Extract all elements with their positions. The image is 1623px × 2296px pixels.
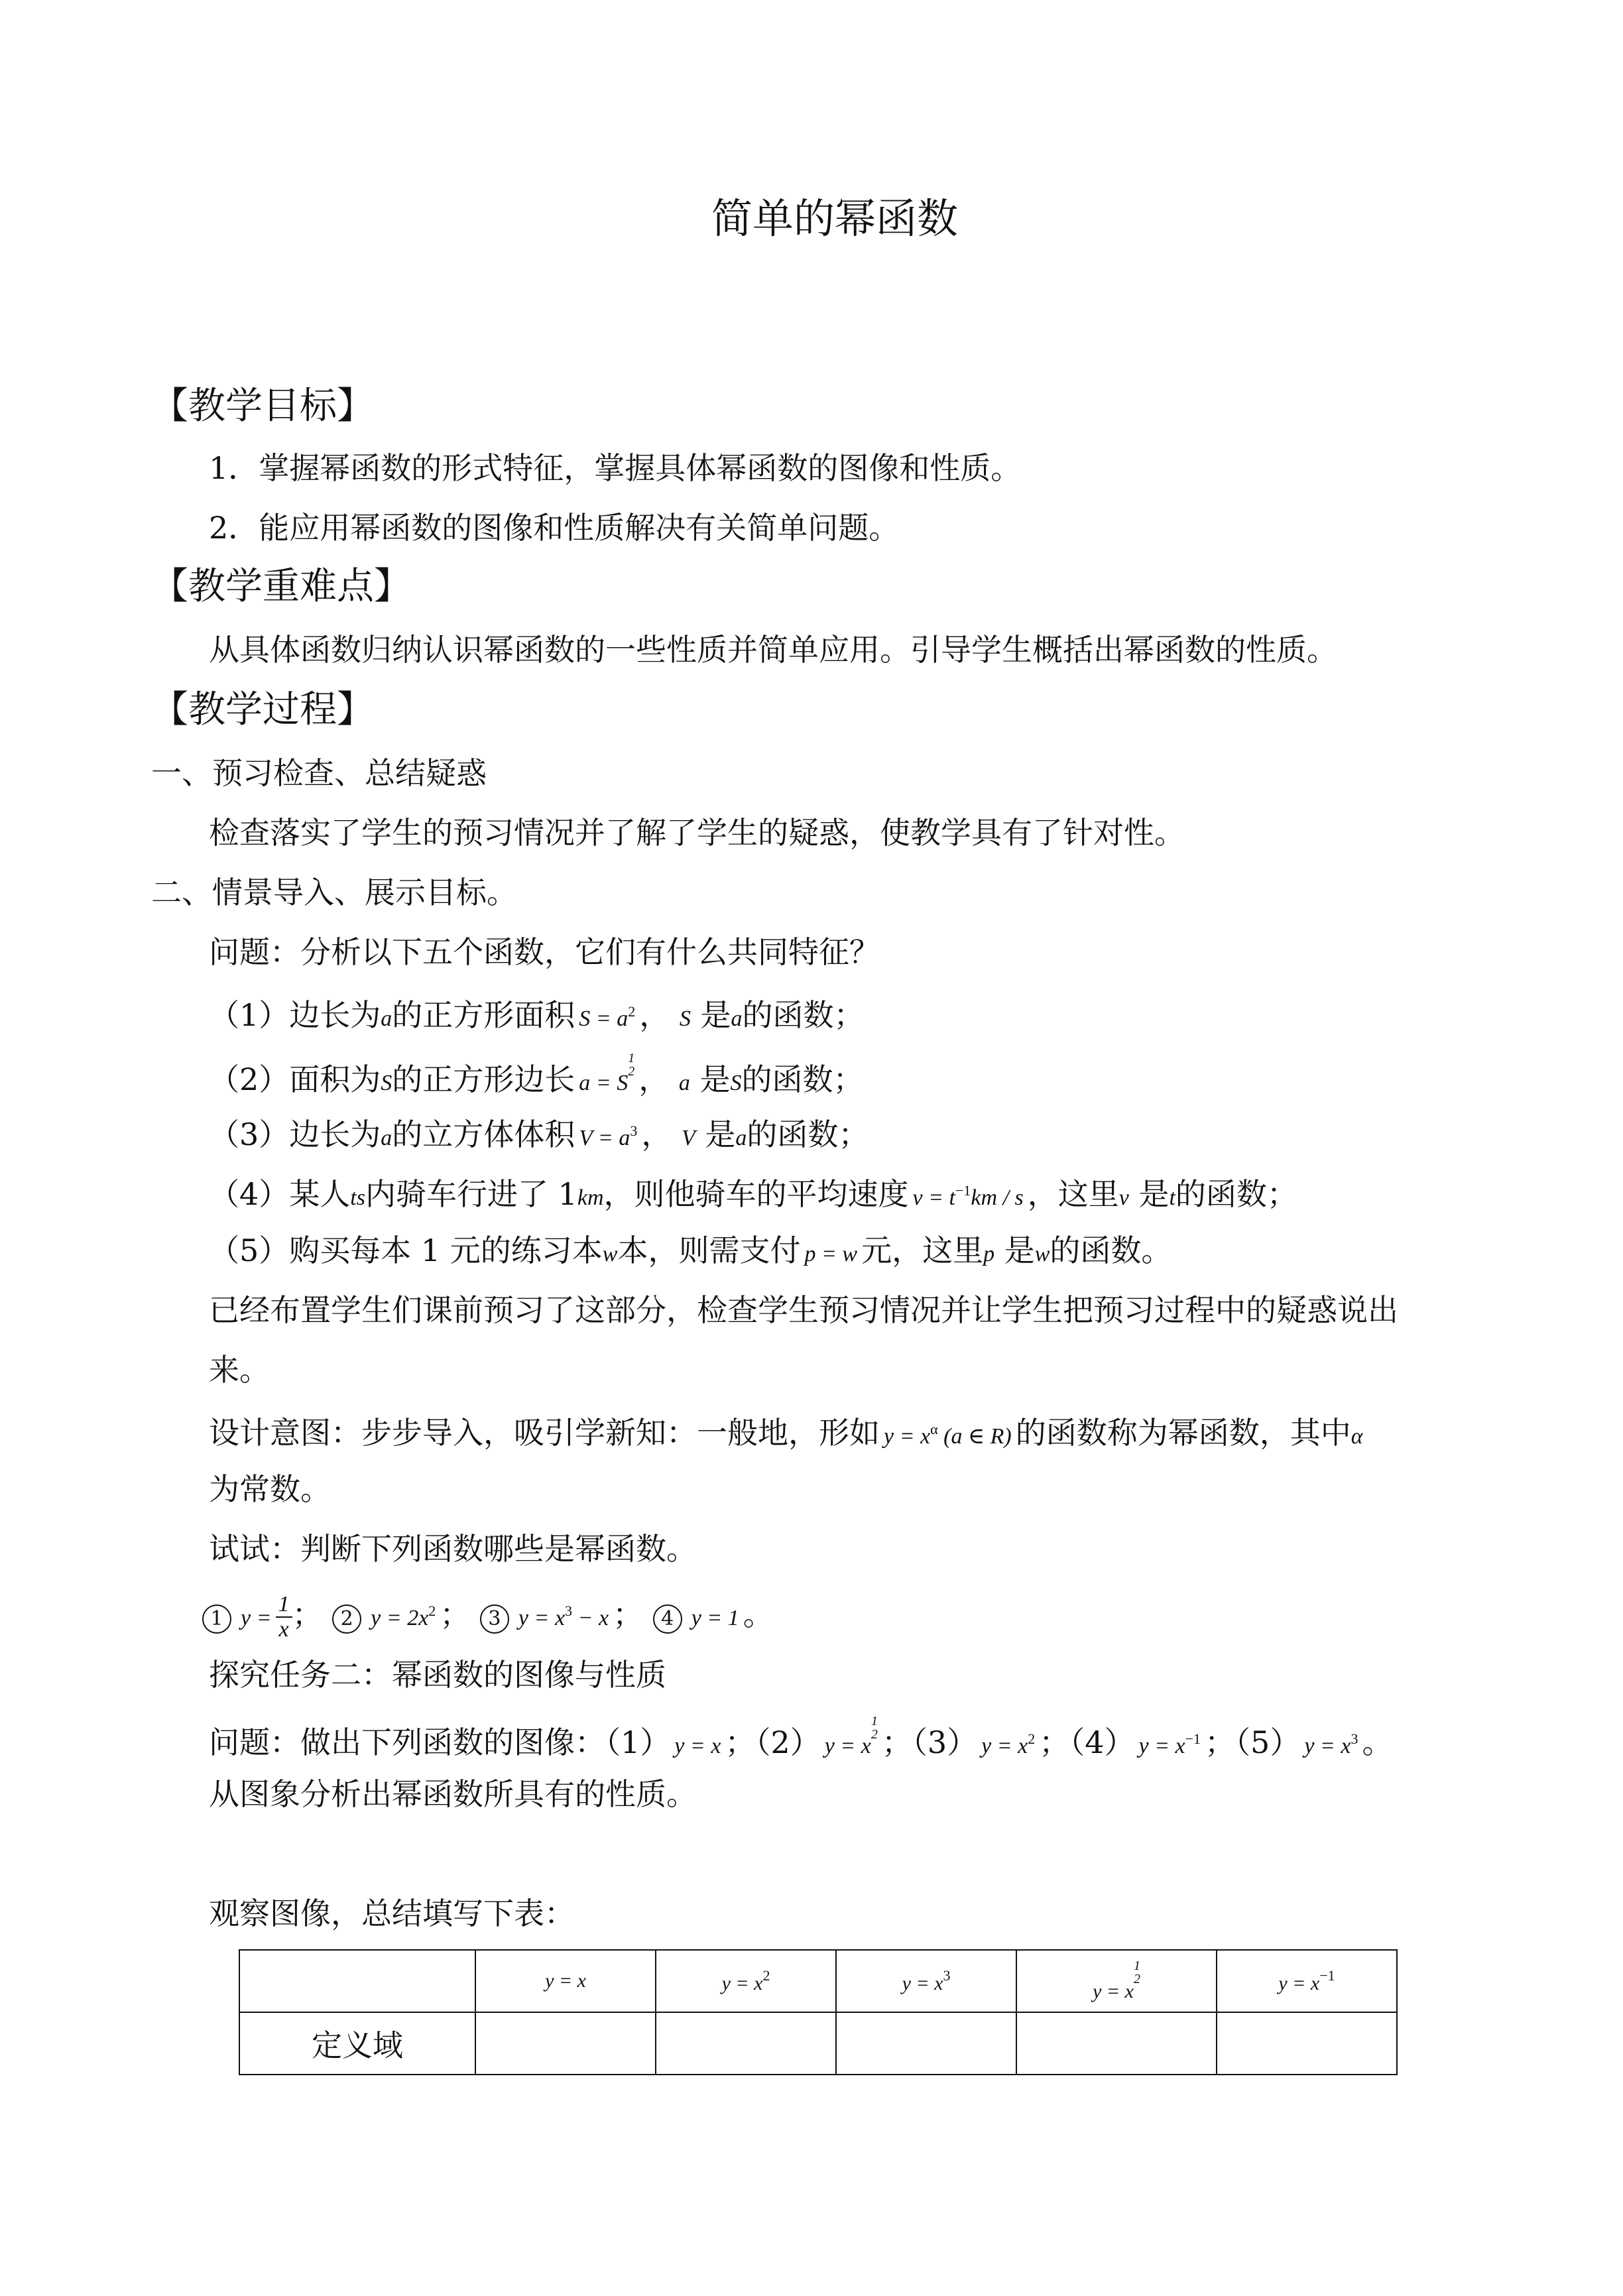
assigned-line-1: 已经布置学生们课前预习了这部分，检查学生预习情况并让学生把预习过程中的疑惑说出 bbox=[209, 1292, 1398, 1328]
table-col-y-x-inv: $y = x^{-1}$ bbox=[1217, 1950, 1397, 2012]
goal-item-2: 2．能应用幂函数的图像和性质解决有关简单问题。 bbox=[209, 510, 900, 546]
design-line: 设计意图：步步导入，吸引学新知：一般地，形如 $y = x^\alpha$ (a ∈ R) 的函数称为幂函数，其中α bbox=[209, 1415, 1363, 1451]
item-1: （1）边长为a的正方形面积 $S = a^2$ ， S 是a的函数； bbox=[209, 997, 865, 1033]
item-5: （5）购买每本 1 元的练习本w本，则需支付 p = w 元，这里p 是w的函数。 bbox=[209, 1233, 1172, 1268]
item-3: （3）边长为a的立方体体积 $V = a^3$ ， V 是a的函数； bbox=[209, 1117, 869, 1152]
observe-text: 观察图像，总结填写下表： bbox=[209, 1896, 575, 1931]
section1-title: 一、预习检查、总结疑惑 bbox=[151, 755, 487, 791]
analyze-text: 从图象分析出幂函数所具有的性质。 bbox=[209, 1776, 697, 1812]
question-text: 问题：分析以下五个函数，它们有什么共同特征？ bbox=[209, 934, 880, 970]
page-title: 简单的幂函数 bbox=[711, 194, 959, 243]
table-col-y-x-half: y = x 1 2 bbox=[1016, 1950, 1217, 2012]
table-col-y-x: y = x bbox=[475, 1950, 656, 2012]
summary-table bbox=[239, 1949, 1398, 2075]
try-items: 1 y = $\frac{1}{x}$ ； 2 $y = 2x^2$ ； 3 $y = x^3 - x$ ； 4 y = 1 。 bbox=[202, 1585, 774, 1645]
table-header-row bbox=[239, 1950, 1397, 2012]
design-line-2: 为常数。 bbox=[209, 1471, 331, 1507]
try-text: 试试：判断下列函数哪些是幂函数。 bbox=[209, 1531, 697, 1567]
question2-line: 问题：做出下列函数的图像：（1） y = x ；（2） y = x 1 2 ；（3） $y = x^2$ ；（4） $y = x^{-1}$ ；（5） $y = x^3$ 。 bbox=[209, 1714, 1393, 1760]
section1-text: 检查落实了学生的预习情况并了解了学生的疑惑，使教学具有了针对性。 bbox=[209, 815, 1185, 851]
table-cell bbox=[1016, 2012, 1217, 2075]
table-col-y-x2: $y = x^2$ bbox=[656, 1950, 836, 2012]
row-label-domain: 定义域 bbox=[239, 2012, 475, 2075]
process-heading: 【教学过程】 bbox=[151, 688, 374, 731]
goal-item-1: 1．掌握幂函数的形式特征，掌握具体幂函数的图像和性质。 bbox=[209, 450, 1022, 486]
section2-title: 二、情景导入、展示目标。 bbox=[151, 875, 517, 910]
item-2: （2）面积为S的正方形边长 a = S 1 2 ， a 是S的函数； bbox=[209, 1051, 864, 1097]
table-cell bbox=[656, 2012, 836, 2075]
table-col-y-x3: $y = x^3$ bbox=[836, 1950, 1016, 2012]
item-4: （4）某人ts内骑车行进了 1km，则他骑车的平均速度 $v = t^{-1}km / s$ ，这里v 是t的函数； bbox=[209, 1176, 1297, 1212]
table-row bbox=[239, 2012, 1397, 2075]
table-corner-cell bbox=[239, 1950, 475, 2012]
keypoints-heading: 【教学重难点】 bbox=[151, 565, 411, 608]
table-cell bbox=[475, 2012, 656, 2075]
assigned-line-2: 来。 bbox=[209, 1352, 270, 1388]
table-cell bbox=[1217, 2012, 1397, 2075]
keypoints-text: 从具体函数归纳认识幂函数的一些性质并简单应用。引导学生概括出幂函数的性质。 bbox=[209, 632, 1337, 668]
table-cell bbox=[836, 2012, 1016, 2075]
task2-title: 探究任务二：幂函数的图像与性质 bbox=[209, 1657, 666, 1693]
goals-heading: 【教学目标】 bbox=[151, 385, 374, 428]
